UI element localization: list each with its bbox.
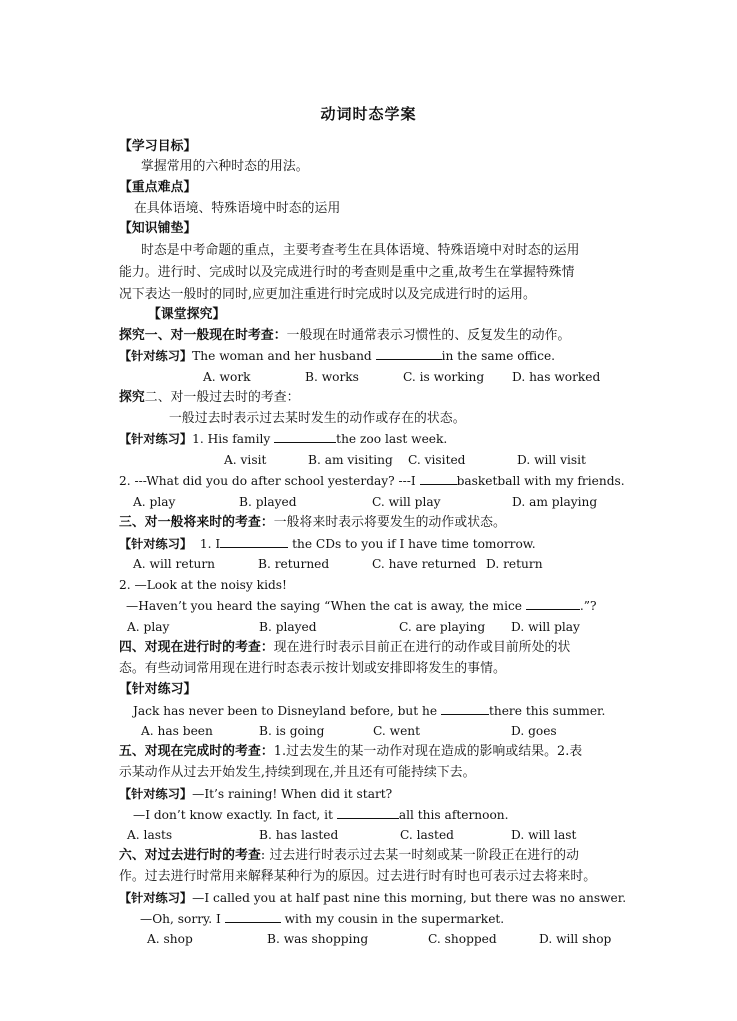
knowledge-para-line1: 时态是中考命题的重点，主要考查考生在具体语境、特殊语境中对时态的运用 (141, 243, 580, 258)
section2-heading: 探究二、对一般过去时的考查： (119, 390, 300, 405)
answer-blank (274, 430, 336, 443)
answer-blank (526, 597, 580, 610)
key-text: 在具体语境、特殊语境中时态的运用 (134, 201, 341, 216)
page-title: 动词时态学案 (320, 105, 417, 123)
section6-heading: 六、对过去进行时的考查: 过去进行时表示过去某一时刻或某一阶段正在进行的动 (119, 848, 579, 863)
section5-text-line2: 示某动作从过去开始发生,持续到现在,并且还有可能持续下去。 (119, 765, 476, 780)
section5-heading: 五、对现在完成时的考查：1.过去发生的某一动作对现在造成的影响或结果。2.表 (119, 744, 583, 759)
section4-question: Jack has never been to Disneyland before, but he there this summer. (133, 704, 606, 718)
option-b: B. am visiting (308, 453, 393, 467)
option-d: D. will last (511, 828, 577, 842)
option-c: C. will play (372, 495, 441, 509)
section6-question-line1: 【针对练习】—I called you at half past nine this morning, but there was no answer. (119, 891, 627, 905)
option-a: A. play (133, 495, 176, 509)
answer-blank (337, 806, 399, 819)
option-b: B. is going (259, 724, 325, 738)
section2-question1: 【针对练习】1. His family the zoo last week. (119, 432, 448, 446)
key-heading: 【重点难点】 (119, 180, 197, 195)
answer-blank (376, 347, 442, 360)
option-c: C. shopped (428, 932, 497, 946)
section2-question2: 2. ---What did you do after school yesterday? ---I basketball with my friends. (119, 474, 625, 488)
section1-heading: 探究一、对一般现在时考查：一般现在时通常表示习惯性的、反复发生的动作。 (119, 328, 571, 343)
option-a: A. lasts (127, 828, 173, 842)
knowledge-para-line3: 况下表达一般时的同时,应更加注重进行时完成时以及完成进行时的运用。 (119, 287, 536, 302)
section4-practice: 【针对练习】 (119, 682, 197, 697)
option-a: A. has been (141, 724, 213, 738)
option-c: C. have returned (372, 557, 477, 571)
option-a: A. shop (147, 932, 193, 946)
option-b: B. played (239, 495, 297, 509)
section5-question-line2: —I don’t know exactly. In fact, it all this afternoon. (133, 808, 509, 822)
section6-question-line2: —Oh, sorry. I with my cousin in the supermarket. (140, 912, 505, 926)
section3-question2-line1: 2. —Look at the noisy kids! (119, 578, 287, 592)
option-b: B. works (305, 370, 359, 384)
knowledge-para-line2: 能力。进行时、完成时以及完成进行时的考查则是重中之重,故考生在掌握特殊情 (119, 265, 575, 280)
option-c: C. is working (403, 370, 485, 384)
option-d: D. will shop (539, 932, 612, 946)
option-d: D. am playing (512, 495, 598, 509)
option-a: A. play (127, 620, 170, 634)
section4-heading: 四、对现在进行时的考查：现在进行时表示目前正在进行的动作或目前所处的状 (119, 640, 571, 655)
answer-blank (420, 472, 457, 485)
answer-blank (225, 910, 281, 923)
option-c: C. went (373, 724, 421, 738)
goal-text: 掌握常用的六种时态的用法。 (141, 159, 309, 174)
option-a: A. visit (224, 453, 267, 467)
option-d: D. has worked (512, 370, 601, 384)
answer-blank (220, 535, 288, 548)
section6-text-line2: 作。过去进行时常用来解释某种行为的原因。过去进行时有时也可表示过去将来时。 (119, 869, 597, 884)
option-c: C. are playing (399, 620, 486, 634)
section4-text-line2: 态。有些动词常用现在进行时态表示按计划或安排即将发生的事情。 (119, 661, 506, 676)
section2-text: 一般过去时表示过去某时发生的动作或存在的状态。 (169, 411, 466, 426)
option-d: D. will play (511, 620, 580, 634)
section1-question: 【针对练习】The woman and her husband in the same office. (119, 349, 556, 363)
option-b: B. has lasted (259, 828, 339, 842)
section3-heading: 三、对一般将来时的考查：一般将来时表示将要发生的动作或状态。 (119, 515, 506, 530)
option-b: B. was shopping (267, 932, 369, 946)
section5-question-line1: 【针对练习】—It’s raining! When did it start? (119, 787, 393, 801)
option-b: B. played (259, 620, 317, 634)
explore-heading: 【课堂探究】 (148, 307, 226, 322)
knowledge-heading: 【知识铺垫】 (119, 221, 197, 236)
option-c: C. visited (408, 453, 466, 467)
section3-question2-line2: —Haven’t you heard the saying “When the cat is away, the mice .”? (126, 599, 597, 613)
option-c: C. lasted (400, 828, 454, 842)
option-d: D. goes (511, 724, 557, 738)
section3-question1: 【针对练习】 1. I the CDs to you if I have time tomorrow. (119, 537, 536, 551)
option-a: A. work (203, 370, 251, 384)
goal-heading: 【学习目标】 (119, 139, 197, 154)
option-d: D. will visit (517, 453, 586, 467)
answer-blank (441, 702, 489, 715)
option-d: D. return (486, 557, 543, 571)
option-b: B. returned (258, 557, 330, 571)
option-a: A. will return (133, 557, 216, 571)
